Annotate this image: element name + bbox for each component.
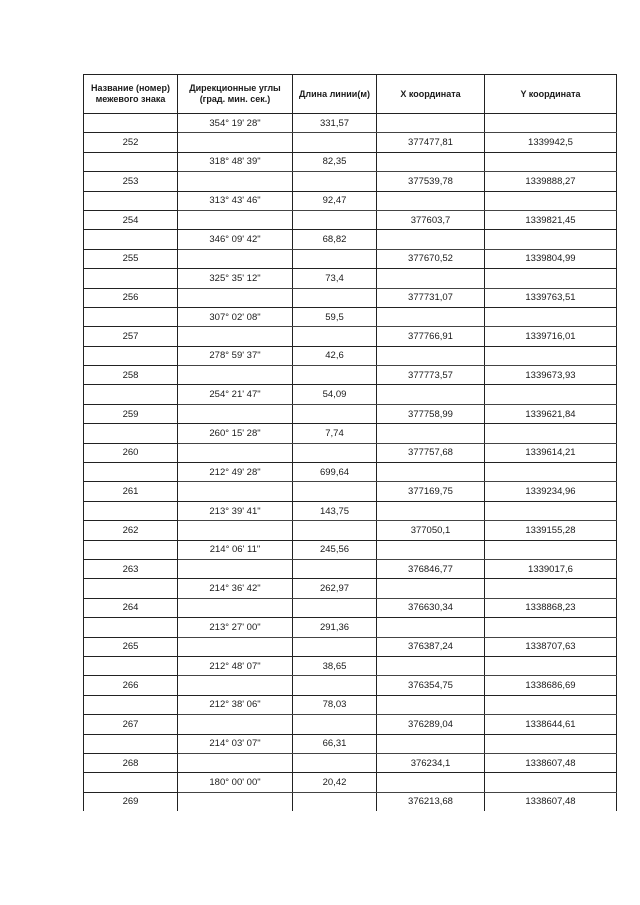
empty-cell: [485, 734, 617, 753]
empty-cell: [84, 618, 178, 637]
x-coordinate-cell: 377670,52: [377, 249, 485, 268]
direction-angle-cell: 213° 39' 41": [178, 501, 293, 520]
marker-name-cell: 264: [84, 598, 178, 617]
y-coordinate-cell: 1339155,28: [485, 521, 617, 540]
y-coordinate-cell: 1339234,96: [485, 482, 617, 501]
empty-cell: [377, 501, 485, 520]
marker-name-cell: 260: [84, 443, 178, 462]
segment-row: [84, 230, 617, 249]
direction-angle-cell: 307° 02' 08": [178, 307, 293, 326]
marker-name-cell: 261: [84, 482, 178, 501]
empty-cell: [178, 715, 293, 734]
empty-cell: [293, 172, 377, 191]
y-coordinate-cell: 1339716,01: [485, 327, 617, 346]
marker-name-cell: 259: [84, 404, 178, 423]
empty-cell: [84, 540, 178, 559]
empty-cell: [178, 443, 293, 462]
direction-angle-cell: 212° 48' 07": [178, 656, 293, 675]
header-direction-angle: Дирекционные углы (град. мин. сек.): [178, 75, 293, 114]
line-length-cell: 66,31: [293, 734, 377, 753]
marker-name-cell: 257: [84, 327, 178, 346]
point-row: [84, 327, 617, 346]
empty-cell: [84, 191, 178, 210]
empty-cell: [178, 598, 293, 617]
direction-angle-cell: 354° 19' 28": [178, 114, 293, 133]
y-coordinate-cell: 1339614,21: [485, 443, 617, 462]
empty-cell: [485, 307, 617, 326]
y-coordinate-cell: 1338686,69: [485, 676, 617, 695]
empty-cell: [178, 482, 293, 501]
point-row: [84, 559, 617, 578]
empty-cell: [377, 269, 485, 288]
empty-cell: [293, 327, 377, 346]
segment-row: [84, 424, 617, 443]
empty-cell: [178, 404, 293, 423]
empty-cell: [84, 152, 178, 171]
x-coordinate-cell: 376234,1: [377, 753, 485, 772]
segment-row: [84, 579, 617, 598]
empty-cell: [178, 637, 293, 656]
point-row: [84, 753, 617, 772]
empty-cell: [485, 501, 617, 520]
line-length-cell: 73,4: [293, 269, 377, 288]
marker-name-cell: 262: [84, 521, 178, 540]
marker-name-cell: 268: [84, 753, 178, 772]
empty-cell: [178, 792, 293, 811]
empty-cell: [293, 404, 377, 423]
empty-cell: [377, 114, 485, 133]
empty-cell: [84, 385, 178, 404]
marker-name-cell: 258: [84, 366, 178, 385]
marker-name-cell: 255: [84, 249, 178, 268]
marker-name-cell: 253: [84, 172, 178, 191]
x-coordinate-cell: 376387,24: [377, 637, 485, 656]
segment-row: [84, 773, 617, 792]
empty-cell: [84, 734, 178, 753]
empty-cell: [84, 695, 178, 714]
x-coordinate-cell: 377169,75: [377, 482, 485, 501]
empty-cell: [485, 424, 617, 443]
x-coordinate-cell: 376630,34: [377, 598, 485, 617]
empty-cell: [178, 676, 293, 695]
point-row: [84, 172, 617, 191]
empty-cell: [293, 792, 377, 811]
empty-cell: [293, 637, 377, 656]
y-coordinate-cell: 1339888,27: [485, 172, 617, 191]
empty-cell: [178, 753, 293, 772]
direction-angle-cell: 313° 43' 46": [178, 191, 293, 210]
segment-row: [84, 346, 617, 365]
empty-cell: [485, 269, 617, 288]
empty-cell: [377, 152, 485, 171]
empty-cell: [84, 269, 178, 288]
point-row: [84, 404, 617, 423]
segment-row: [84, 269, 617, 288]
empty-cell: [485, 346, 617, 365]
line-length-cell: 20,42: [293, 773, 377, 792]
x-coordinate-cell: 376354,75: [377, 676, 485, 695]
x-coordinate-cell: 377757,68: [377, 443, 485, 462]
x-coordinate-cell: 376289,04: [377, 715, 485, 734]
direction-angle-cell: 325° 35' 12": [178, 269, 293, 288]
header-line-length: Длина линии(м): [293, 75, 377, 114]
empty-cell: [485, 114, 617, 133]
empty-cell: [377, 463, 485, 482]
segment-row: [84, 618, 617, 637]
segment-row: [84, 191, 617, 210]
x-coordinate-cell: 376846,77: [377, 559, 485, 578]
empty-cell: [377, 424, 485, 443]
marker-name-cell: 254: [84, 210, 178, 229]
empty-cell: [377, 346, 485, 365]
empty-cell: [84, 114, 178, 133]
empty-cell: [485, 230, 617, 249]
segment-row: [84, 695, 617, 714]
empty-cell: [377, 385, 485, 404]
empty-cell: [178, 366, 293, 385]
empty-cell: [293, 676, 377, 695]
empty-cell: [84, 501, 178, 520]
segment-row: [84, 540, 617, 559]
line-length-cell: 54,09: [293, 385, 377, 404]
empty-cell: [84, 773, 178, 792]
empty-cell: [293, 715, 377, 734]
header-y-coordinate: Y координата: [485, 75, 617, 114]
point-row: [84, 715, 617, 734]
y-coordinate-cell: 1339673,93: [485, 366, 617, 385]
empty-cell: [485, 656, 617, 675]
empty-cell: [377, 191, 485, 210]
x-coordinate-cell: 377766,91: [377, 327, 485, 346]
empty-cell: [485, 540, 617, 559]
x-coordinate-cell: 377050,1: [377, 521, 485, 540]
empty-cell: [178, 133, 293, 152]
point-row: [84, 482, 617, 501]
point-row: [84, 676, 617, 695]
point-row: [84, 133, 617, 152]
boundary-coordinates-table: [83, 74, 617, 811]
line-length-cell: 68,82: [293, 230, 377, 249]
point-row: [84, 210, 617, 229]
segment-row: [84, 463, 617, 482]
y-coordinate-cell: 1339804,99: [485, 249, 617, 268]
empty-cell: [485, 695, 617, 714]
line-length-cell: 59,5: [293, 307, 377, 326]
marker-name-cell: 256: [84, 288, 178, 307]
point-row: [84, 443, 617, 462]
table-body: [84, 114, 617, 812]
line-length-cell: 699,64: [293, 463, 377, 482]
empty-cell: [377, 734, 485, 753]
empty-cell: [377, 618, 485, 637]
marker-name-cell: 252: [84, 133, 178, 152]
empty-cell: [377, 307, 485, 326]
empty-cell: [485, 191, 617, 210]
empty-cell: [377, 579, 485, 598]
document-page: [83, 74, 616, 811]
direction-angle-cell: 212° 49' 28": [178, 463, 293, 482]
direction-angle-cell: 260° 15' 28": [178, 424, 293, 443]
empty-cell: [178, 249, 293, 268]
x-coordinate-cell: 376213,68: [377, 792, 485, 811]
point-row: [84, 249, 617, 268]
empty-cell: [377, 695, 485, 714]
direction-angle-cell: 214° 36' 42": [178, 579, 293, 598]
empty-cell: [84, 424, 178, 443]
line-length-cell: 7,74: [293, 424, 377, 443]
y-coordinate-cell: 1338607,48: [485, 792, 617, 811]
empty-cell: [84, 579, 178, 598]
point-row: [84, 598, 617, 617]
empty-cell: [293, 521, 377, 540]
empty-cell: [84, 230, 178, 249]
header-x-coordinate: X координата: [377, 75, 485, 114]
empty-cell: [293, 288, 377, 307]
marker-name-cell: 267: [84, 715, 178, 734]
segment-row: [84, 501, 617, 520]
direction-angle-cell: 254° 21' 47": [178, 385, 293, 404]
segment-row: [84, 734, 617, 753]
empty-cell: [377, 230, 485, 249]
line-length-cell: 38,65: [293, 656, 377, 675]
segment-row: [84, 152, 617, 171]
line-length-cell: 245,56: [293, 540, 377, 559]
direction-angle-cell: 346° 09' 42": [178, 230, 293, 249]
empty-cell: [84, 307, 178, 326]
y-coordinate-cell: 1339621,84: [485, 404, 617, 423]
direction-angle-cell: 214° 06' 11": [178, 540, 293, 559]
empty-cell: [178, 210, 293, 229]
empty-cell: [485, 618, 617, 637]
x-coordinate-cell: 377773,57: [377, 366, 485, 385]
marker-name-cell: 269: [84, 792, 178, 811]
y-coordinate-cell: 1339763,51: [485, 288, 617, 307]
empty-cell: [485, 579, 617, 598]
empty-cell: [485, 773, 617, 792]
empty-cell: [293, 366, 377, 385]
direction-angle-cell: 214° 03' 07": [178, 734, 293, 753]
direction-angle-cell: 318° 48' 39": [178, 152, 293, 171]
empty-cell: [293, 443, 377, 462]
line-length-cell: 262,97: [293, 579, 377, 598]
empty-cell: [293, 482, 377, 501]
y-coordinate-cell: 1339942,5: [485, 133, 617, 152]
line-length-cell: 291,36: [293, 618, 377, 637]
empty-cell: [293, 559, 377, 578]
point-row: [84, 792, 617, 811]
y-coordinate-cell: 1338607,48: [485, 753, 617, 772]
marker-name-cell: 265: [84, 637, 178, 656]
segment-row: [84, 656, 617, 675]
empty-cell: [485, 385, 617, 404]
empty-cell: [485, 152, 617, 171]
empty-cell: [293, 210, 377, 229]
segment-row: [84, 385, 617, 404]
empty-cell: [178, 521, 293, 540]
line-length-cell: 331,57: [293, 114, 377, 133]
line-length-cell: 92,47: [293, 191, 377, 210]
empty-cell: [293, 753, 377, 772]
point-row: [84, 637, 617, 656]
x-coordinate-cell: 377731,07: [377, 288, 485, 307]
y-coordinate-cell: 1338707,63: [485, 637, 617, 656]
y-coordinate-cell: 1338644,61: [485, 715, 617, 734]
empty-cell: [293, 598, 377, 617]
direction-angle-cell: 212° 38' 06": [178, 695, 293, 714]
marker-name-cell: 263: [84, 559, 178, 578]
x-coordinate-cell: 377477,81: [377, 133, 485, 152]
empty-cell: [377, 656, 485, 675]
empty-cell: [377, 773, 485, 792]
point-row: [84, 521, 617, 540]
empty-cell: [293, 133, 377, 152]
empty-cell: [178, 559, 293, 578]
line-length-cell: 82,35: [293, 152, 377, 171]
empty-cell: [377, 540, 485, 559]
line-length-cell: 143,75: [293, 501, 377, 520]
line-length-cell: 42,6: [293, 346, 377, 365]
direction-angle-cell: 213° 27' 00": [178, 618, 293, 637]
empty-cell: [178, 172, 293, 191]
empty-cell: [178, 288, 293, 307]
table-header-row: [84, 75, 617, 114]
point-row: [84, 366, 617, 385]
direction-angle-cell: 180° 00' 00": [178, 773, 293, 792]
y-coordinate-cell: 1339821,45: [485, 210, 617, 229]
empty-cell: [84, 346, 178, 365]
empty-cell: [84, 463, 178, 482]
empty-cell: [293, 249, 377, 268]
empty-cell: [84, 656, 178, 675]
empty-cell: [485, 463, 617, 482]
y-coordinate-cell: 1339017,6: [485, 559, 617, 578]
y-coordinate-cell: 1338868,23: [485, 598, 617, 617]
empty-cell: [178, 327, 293, 346]
segment-row: [84, 114, 617, 133]
direction-angle-cell: 278° 59' 37": [178, 346, 293, 365]
x-coordinate-cell: 377758,99: [377, 404, 485, 423]
point-row: [84, 288, 617, 307]
segment-row: [84, 307, 617, 326]
marker-name-cell: 266: [84, 676, 178, 695]
x-coordinate-cell: 377603,7: [377, 210, 485, 229]
x-coordinate-cell: 377539,78: [377, 172, 485, 191]
line-length-cell: 78,03: [293, 695, 377, 714]
header-marker-name: Название (номер) межевого знака: [84, 75, 178, 114]
